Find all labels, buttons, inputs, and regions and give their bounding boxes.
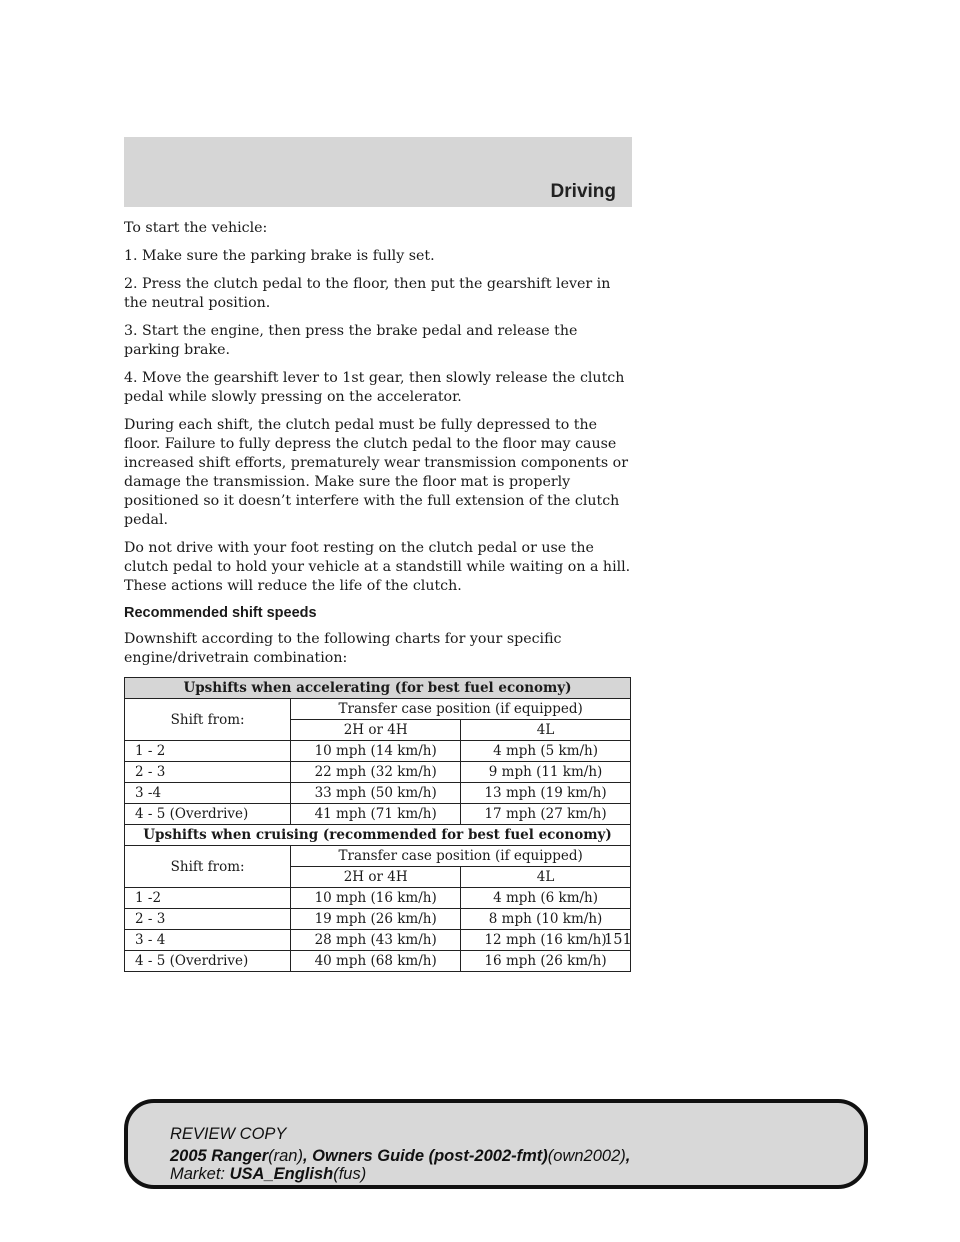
- col-2h-4h: 2H or 4H: [291, 867, 461, 888]
- review-copy-footer: [124, 1099, 868, 1189]
- step-3: 3. Start the engine, then press the brake pedal and release the parking brake.: [124, 323, 578, 358]
- transfer-case-label: Transfer case position (if equipped): [291, 846, 631, 867]
- cruising-title: Upshifts when cruising (recommended for best fuel economy): [125, 825, 631, 846]
- table-row: 4 - 5 (Overdrive) 41 mph (71 km/h) 17 mph (27 km/h): [125, 804, 631, 825]
- section-title: Driving: [550, 181, 616, 202]
- table-row: 1 -2 10 mph (16 km/h) 4 mph (6 km/h): [125, 888, 631, 909]
- market-line: Market: USA_English(fus): [170, 1165, 367, 1183]
- col-4l: 4L: [461, 720, 631, 741]
- table-row: 2 - 3 19 mph (26 km/h) 8 mph (10 km/h): [125, 909, 631, 930]
- shift-speeds-heading: Recommended shift speeds: [124, 605, 317, 621]
- table-row: 3 - 4 28 mph (43 km/h) 12 mph (16 km/h): [125, 930, 631, 951]
- intro-paragraph: To start the vehicle:: [124, 220, 268, 236]
- table-row: 4 - 5 (Overdrive) 40 mph (68 km/h) 16 mph (26 km/h): [125, 951, 631, 972]
- shift-from-label: Shift from:: [125, 846, 291, 888]
- shift-speeds-table: [124, 677, 631, 972]
- step-2: 2. Press the clutch pedal to the floor, then put the gearshift lever in the neutral position.: [124, 276, 611, 311]
- table-row: 1 - 2 10 mph (14 km/h) 4 mph (5 km/h): [125, 741, 631, 762]
- review-copy-label: REVIEW COPY: [170, 1125, 287, 1143]
- step-4: 4. Move the gearshift lever to 1st gear, then slowly release the clutch pedal while slowly pressing on the accelerator.: [124, 370, 625, 405]
- clutch-paragraph: During each shift, the clutch pedal must be fully depressed to the floor. Failure to fully depress the clutch pedal to the floor may cause increased shift efforts, prematurely wear transmission components or damage the transmission. Make sure the floor mat is properly positioned so it doesn’t interfere with the full extension of the clutch pedal.: [124, 417, 628, 528]
- step-1: 1. Make sure the parking brake is fully set.: [124, 248, 435, 264]
- section-header-band: [124, 137, 632, 207]
- col-2h-4h: 2H or 4H: [291, 720, 461, 741]
- table-row: 3 -4 33 mph (50 km/h) 13 mph (19 km/h): [125, 783, 631, 804]
- hill-paragraph: Do not drive with your foot resting on the clutch pedal or use the clutch pedal to hold your vehicle at a standstill while waiting on a hill. These actions will reduce the life of the clutch.: [124, 540, 631, 594]
- page-content: [124, 219, 634, 972]
- downshift-paragraph: Downshift according to the following charts for your specific engine/drivetrain combination:: [124, 631, 562, 666]
- accelerating-title: Upshifts when accelerating (for best fuel economy): [125, 678, 631, 699]
- shift-from-label: Shift from:: [125, 699, 291, 741]
- page-number: 151: [604, 932, 632, 948]
- col-4l: 4L: [461, 867, 631, 888]
- table-row: 2 - 3 22 mph (32 km/h) 9 mph (11 km/h): [125, 762, 631, 783]
- transfer-case-label: Transfer case position (if equipped): [291, 699, 631, 720]
- document-id-line: 2005 Ranger(ran), Owners Guide (post-2002-fmt)(own2002),: [170, 1147, 631, 1165]
